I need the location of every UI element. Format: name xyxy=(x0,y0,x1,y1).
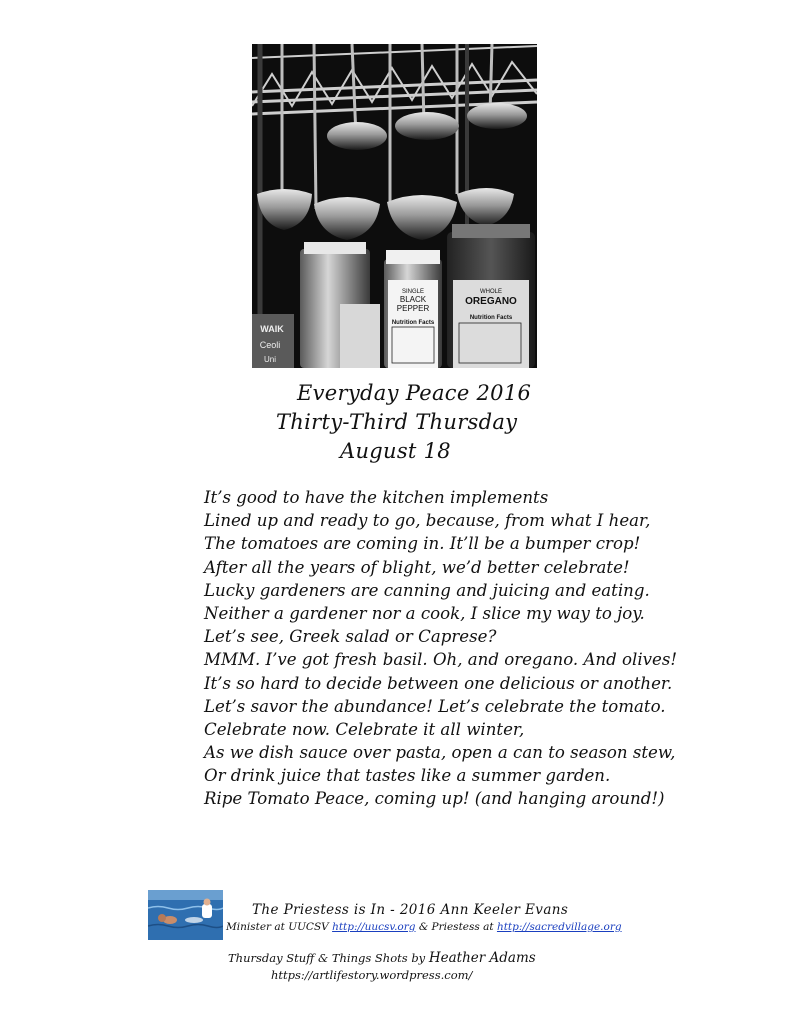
oregano-label-line1: WHOLE xyxy=(479,289,503,295)
poem-line: Celebrate now. Celebrate it all winter, xyxy=(204,719,525,739)
poem-line: Let’s see, Greek salad or Caprese? xyxy=(204,627,497,647)
photo-credit xyxy=(228,950,536,966)
priestess-at-text: & Priestess at xyxy=(418,921,494,933)
blog-url: https://artlifestory.wordpress.com/ xyxy=(271,968,473,982)
poem-line: After all the years of blight, we’d better celebrate! xyxy=(204,557,630,577)
poem-line: Lucky gardeners are canning and juicing and eating. xyxy=(204,580,650,600)
poem-line: MMM. I’ve got fresh basil. Oh, and oregano. And olives! xyxy=(204,650,678,670)
poem-line: It’s so hard to decide between one delicious or another. xyxy=(204,673,673,693)
swimmer-photo xyxy=(148,890,223,940)
side-label-line1: WAIK xyxy=(260,324,284,334)
photo-credit-prefix: Thursday Stuff & Things Shots by xyxy=(228,951,426,965)
pepper-label-line1: SINGLE xyxy=(401,289,425,295)
poem-line: Or drink juice that tastes like a summer garden. xyxy=(204,766,611,786)
poem-line: Ripe Tomato Peace, coming up! (and hanging around!) xyxy=(204,789,665,809)
heading-date: August 18 xyxy=(340,439,451,463)
swimmer-photo-image xyxy=(148,890,223,940)
priestess-credit: The Priestess is In - 2016 Ann Keeler Evans xyxy=(252,902,569,918)
side-label-line3: Uni xyxy=(263,355,277,364)
photographer-name: Heather Adams xyxy=(428,950,536,966)
poem-line: Let’s savor the abundance! Let’s celebrate the tomato. xyxy=(204,696,666,716)
poem xyxy=(204,486,677,811)
poem-line: The tomatoes are coming in. It’ll be a bumper crop! xyxy=(204,534,641,554)
sacredvillage-link[interactable]: http://sacredvillage.org xyxy=(496,921,622,933)
minister-prefix: Minister at UUCSV xyxy=(226,921,329,933)
pepper-label-line3: PEPPER xyxy=(396,304,430,313)
oregano-nutrition-label: Nutrition Facts xyxy=(469,315,513,321)
pepper-label-line2: BLACK xyxy=(399,295,427,304)
uucsv-link[interactable]: http://uucsv.org xyxy=(332,921,416,933)
kitchen-photo-image xyxy=(252,44,537,368)
pepper-nutrition-label: Nutrition Facts xyxy=(391,320,435,326)
kitchen-photo xyxy=(252,44,537,368)
side-label-line2: Ceoli xyxy=(259,340,281,350)
poem-line: As we dish sauce over pasta, open a can to season stew, xyxy=(204,743,676,763)
poem-line: It’s good to have the kitchen implements xyxy=(204,488,549,507)
heading-line-1: Everyday Peace 2016 xyxy=(297,381,532,405)
minister-line xyxy=(226,921,622,933)
poem-line: Lined up and ready to go, because, from what I hear, xyxy=(204,511,651,531)
poem-line: Neither a gardener nor a cook, I slice my way to joy. xyxy=(204,603,645,623)
heading-line-2: Thirty-Third Thursday xyxy=(276,410,518,434)
oregano-label-line2: OREGANO xyxy=(465,296,517,307)
